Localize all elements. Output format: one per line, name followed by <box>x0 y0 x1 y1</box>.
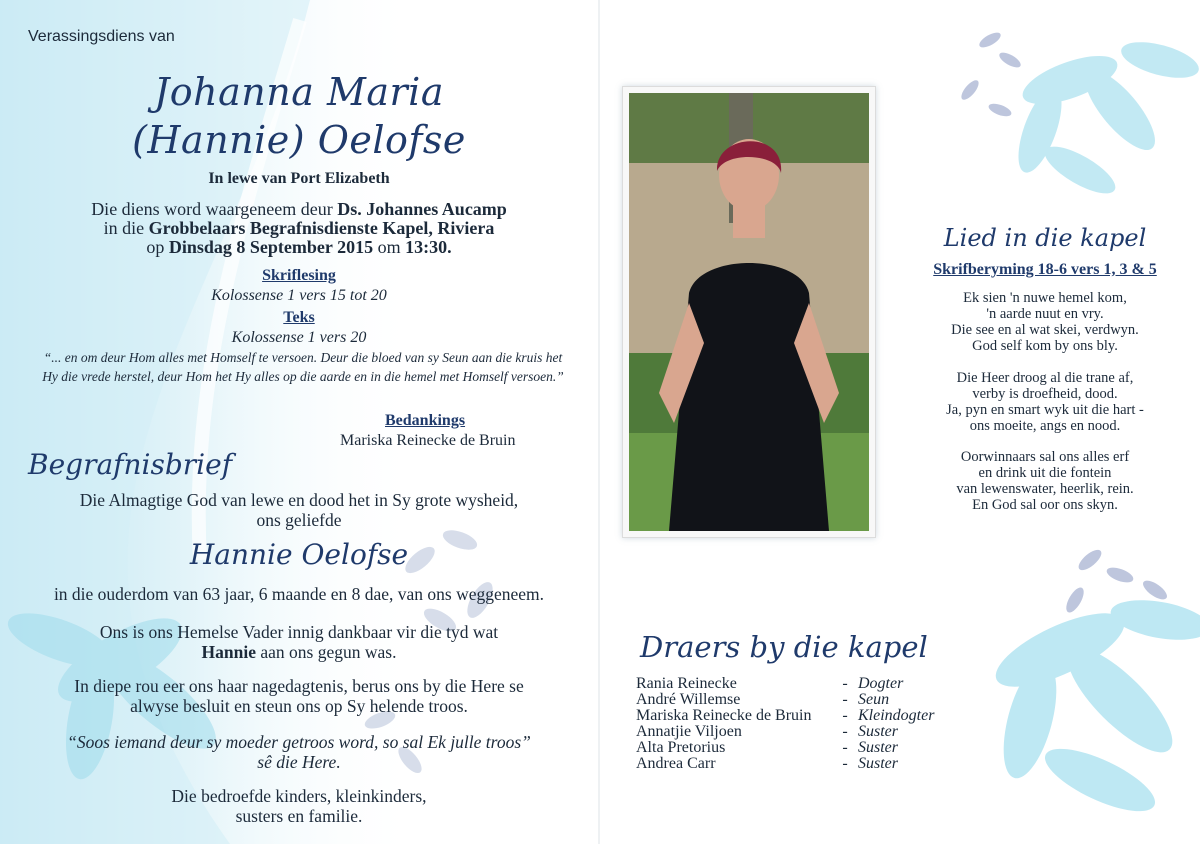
bearers-list <box>636 676 978 772</box>
flower-icon <box>986 594 1200 824</box>
service-intro: Verassingsdiens van <box>28 28 175 45</box>
begrafnisbrief-heading: Begrafnisbrief <box>28 448 233 481</box>
teks-verse: Kolossense 1 vers 20 <box>231 329 367 346</box>
begrafnisbrief-p5: “Soos iemand deur sy moeder getroos word, so sal Ek julle troos” sê die Here. <box>67 732 531 772</box>
bedankings-heading: Bedankings <box>385 412 466 429</box>
leaf-icon <box>958 30 1022 119</box>
skriflesing-verse: Kolossense 1 vers 15 tot 20 <box>211 287 387 304</box>
left-page <box>0 0 598 844</box>
bedankings-name: Mariska Reinecke de Bruin <box>340 432 516 449</box>
portrait-photo <box>622 86 876 538</box>
list-item: Andrea Carr - Suster <box>636 755 898 772</box>
begrafnisbrief-p3: Ons is ons Hemelse Vader innig dankbaar vir die tyd wat Hannie aan ons gegun was. <box>99 622 499 662</box>
lied-stanza-1: Ek sien 'n nuwe hemel kom, 'n aarde nuut en vry. Die see en al wat skei, verdwyn. God self kom by ons bly. <box>951 290 1139 354</box>
deceased-name-line2: (Hannie) Oelofse <box>132 118 466 162</box>
teks-quote: “... en om deur Hom alles met Homself te versoen. Deur die bloed van sy Seun aan die kruis het Hy die vrede herstel, deur Hom het Hy alles op die aarde en in die hemel met Homself versoen.” <box>42 350 564 384</box>
teks-heading: Teks <box>283 309 315 326</box>
deceased-name-line1: Johanna Maria <box>154 70 444 114</box>
begrafnisbrief-p1: Die Almagtige God van lewe en dood het in Sy grote wysheid, ons geliefde <box>79 490 519 530</box>
list-item: Alta Pretorius - Suster <box>636 739 898 756</box>
list-item: Mariska Reinecke de Bruin - Kleindogter <box>636 707 935 724</box>
service-details: Die diens word waargeneem deur Ds. Johannes Aucamp in die Grobbelaars Begrafnisdienste Kapel, Riviera op Dinsdag 8 September 2015 om 13:30. <box>91 199 507 257</box>
lied-stanza-2: Die Heer droog al die trane af, verby is droefheid, dood. Ja, pyn en smart wyk uit die hart - ons moeite, angs en nood. <box>946 370 1144 434</box>
right-page <box>600 0 1200 844</box>
lied-stanza-3: Oorwinnaars sal ons alles erf en drink uit die fontein van lewenswater, heerlik, rein. En God sal oor ons skyn. <box>956 449 1134 513</box>
draers-heading: Draers by die kapel <box>640 630 928 664</box>
list-item: Rania Reinecke - Dogter <box>636 675 904 692</box>
begrafnisbrief-p6: Die bedroefde kinders, kleinkinders, susters en familie. <box>171 786 427 826</box>
skriflesing-heading: Skriflesing <box>262 267 336 284</box>
deceased-short-name: Hannie Oelofse <box>189 538 409 571</box>
lived-in: In lewe van Port Elizabeth <box>208 170 390 187</box>
list-item: Annatjie Viljoen - Suster <box>636 723 898 740</box>
begrafnisbrief-p2: in die ouderdom van 63 jaar, 6 maande en 8 dae, van ons weggeneem. <box>53 584 545 604</box>
flower-icon <box>1010 35 1200 202</box>
lied-heading: Lied in die kapel <box>943 224 1147 252</box>
list-item: André Willemse - Seun <box>636 691 890 708</box>
begrafnisbrief-p4: In diepe rou eer ons haar nagedagtenis, berus ons by die Here se alwyse besluit en steun ons op Sy helende troos. <box>74 676 524 716</box>
lied-subheading: Skrifberyming 18-6 vers 1, 3 & 5 <box>933 261 1157 278</box>
